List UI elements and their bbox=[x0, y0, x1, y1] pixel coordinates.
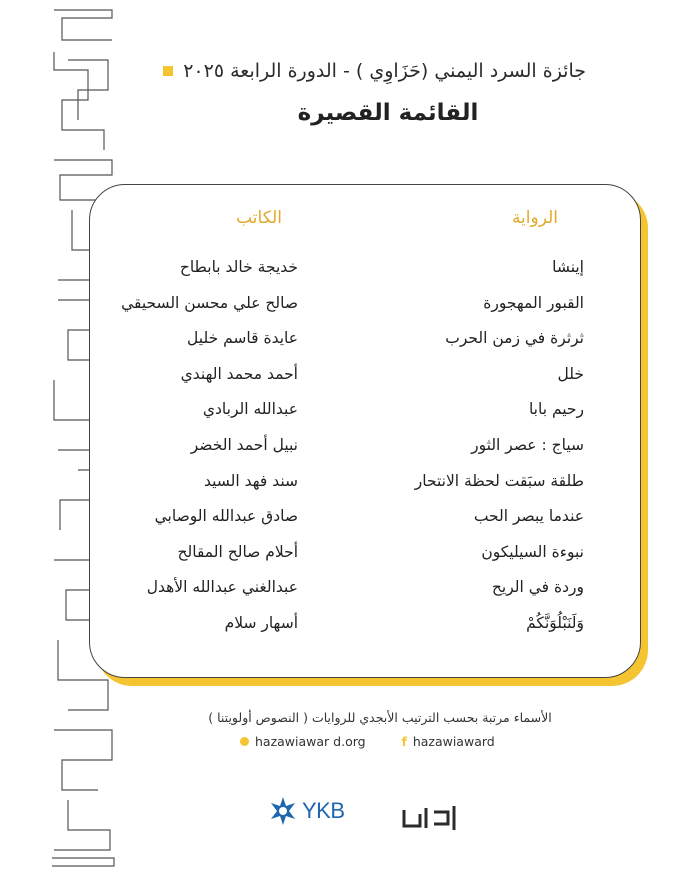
contact-links bbox=[240, 734, 495, 749]
award-title bbox=[163, 60, 586, 82]
author-name: سند فهد السيد bbox=[203, 471, 298, 490]
author-name: صالح علي محسن السحيقي bbox=[121, 293, 298, 312]
ykb-emblem-icon bbox=[268, 796, 298, 826]
website-text: hazawiawar d.org bbox=[255, 734, 366, 749]
ordering-note: الأسماء مرتبة بحسب الترتيب الأبجدي للروايات ( النصوص أولويتنا ) bbox=[208, 710, 552, 725]
author-name: أحمد محمد الهندي bbox=[180, 364, 298, 383]
novel-title: ثرثرة في زمن الحرب bbox=[445, 329, 584, 348]
novel-title: إينشا bbox=[552, 258, 584, 276]
novel-title: وَلَنَبْلُوَنَّكُمْ bbox=[526, 613, 584, 632]
author-name: أحلام صالح المقالح bbox=[177, 542, 298, 561]
novel-title: القبور المهجورة bbox=[483, 293, 584, 312]
facebook-link[interactable] bbox=[402, 734, 495, 749]
novel-title: طلقة سبَقت لحظة الانتحار bbox=[414, 471, 584, 490]
novel-column-header: الرواية bbox=[511, 208, 558, 228]
facebook-text: hazawiaward bbox=[412, 734, 495, 749]
globe-icon bbox=[240, 737, 249, 746]
award-title-text: جائزة السرد اليمني (حَزَاوِي ) - الدورة الرابعة ٢٠٢٥ bbox=[183, 60, 586, 82]
author-column-header: الكاتب bbox=[236, 208, 282, 228]
hazawi-logo-icon bbox=[400, 800, 462, 836]
novel-title: سياج : عصر الثور bbox=[471, 435, 584, 454]
novel-title: خلل bbox=[557, 364, 584, 383]
novel-list bbox=[415, 258, 584, 650]
shortlist-title: القائمة القصيرة bbox=[297, 100, 479, 126]
novel-title: نبوءة السيليكون bbox=[481, 542, 584, 561]
novel-title: وردة في الريح bbox=[491, 578, 584, 597]
novel-title: رحيم بابا bbox=[528, 400, 584, 419]
author-list bbox=[121, 258, 298, 650]
ykb-logo bbox=[268, 796, 345, 826]
author-name: صادق عبدالله الوصابي bbox=[154, 507, 298, 526]
author-name: عبدالغني عبدالله الأهدل bbox=[146, 578, 298, 597]
facebook-icon: f bbox=[401, 734, 407, 749]
author-name: أسهار سلام bbox=[224, 613, 298, 632]
novel-title: عندما يبصر الحب bbox=[473, 507, 584, 526]
author-name: خديجة خالد بابطاح bbox=[179, 258, 298, 276]
bullet-square-icon bbox=[163, 66, 173, 76]
author-name: عايدة قاسم خليل bbox=[187, 329, 298, 348]
author-name: نبيل أحمد الخضر bbox=[190, 435, 298, 454]
website-link[interactable] bbox=[240, 734, 366, 749]
ykb-logo-text: YKB bbox=[302, 798, 345, 823]
author-name: عبدالله الربادي bbox=[202, 400, 298, 419]
